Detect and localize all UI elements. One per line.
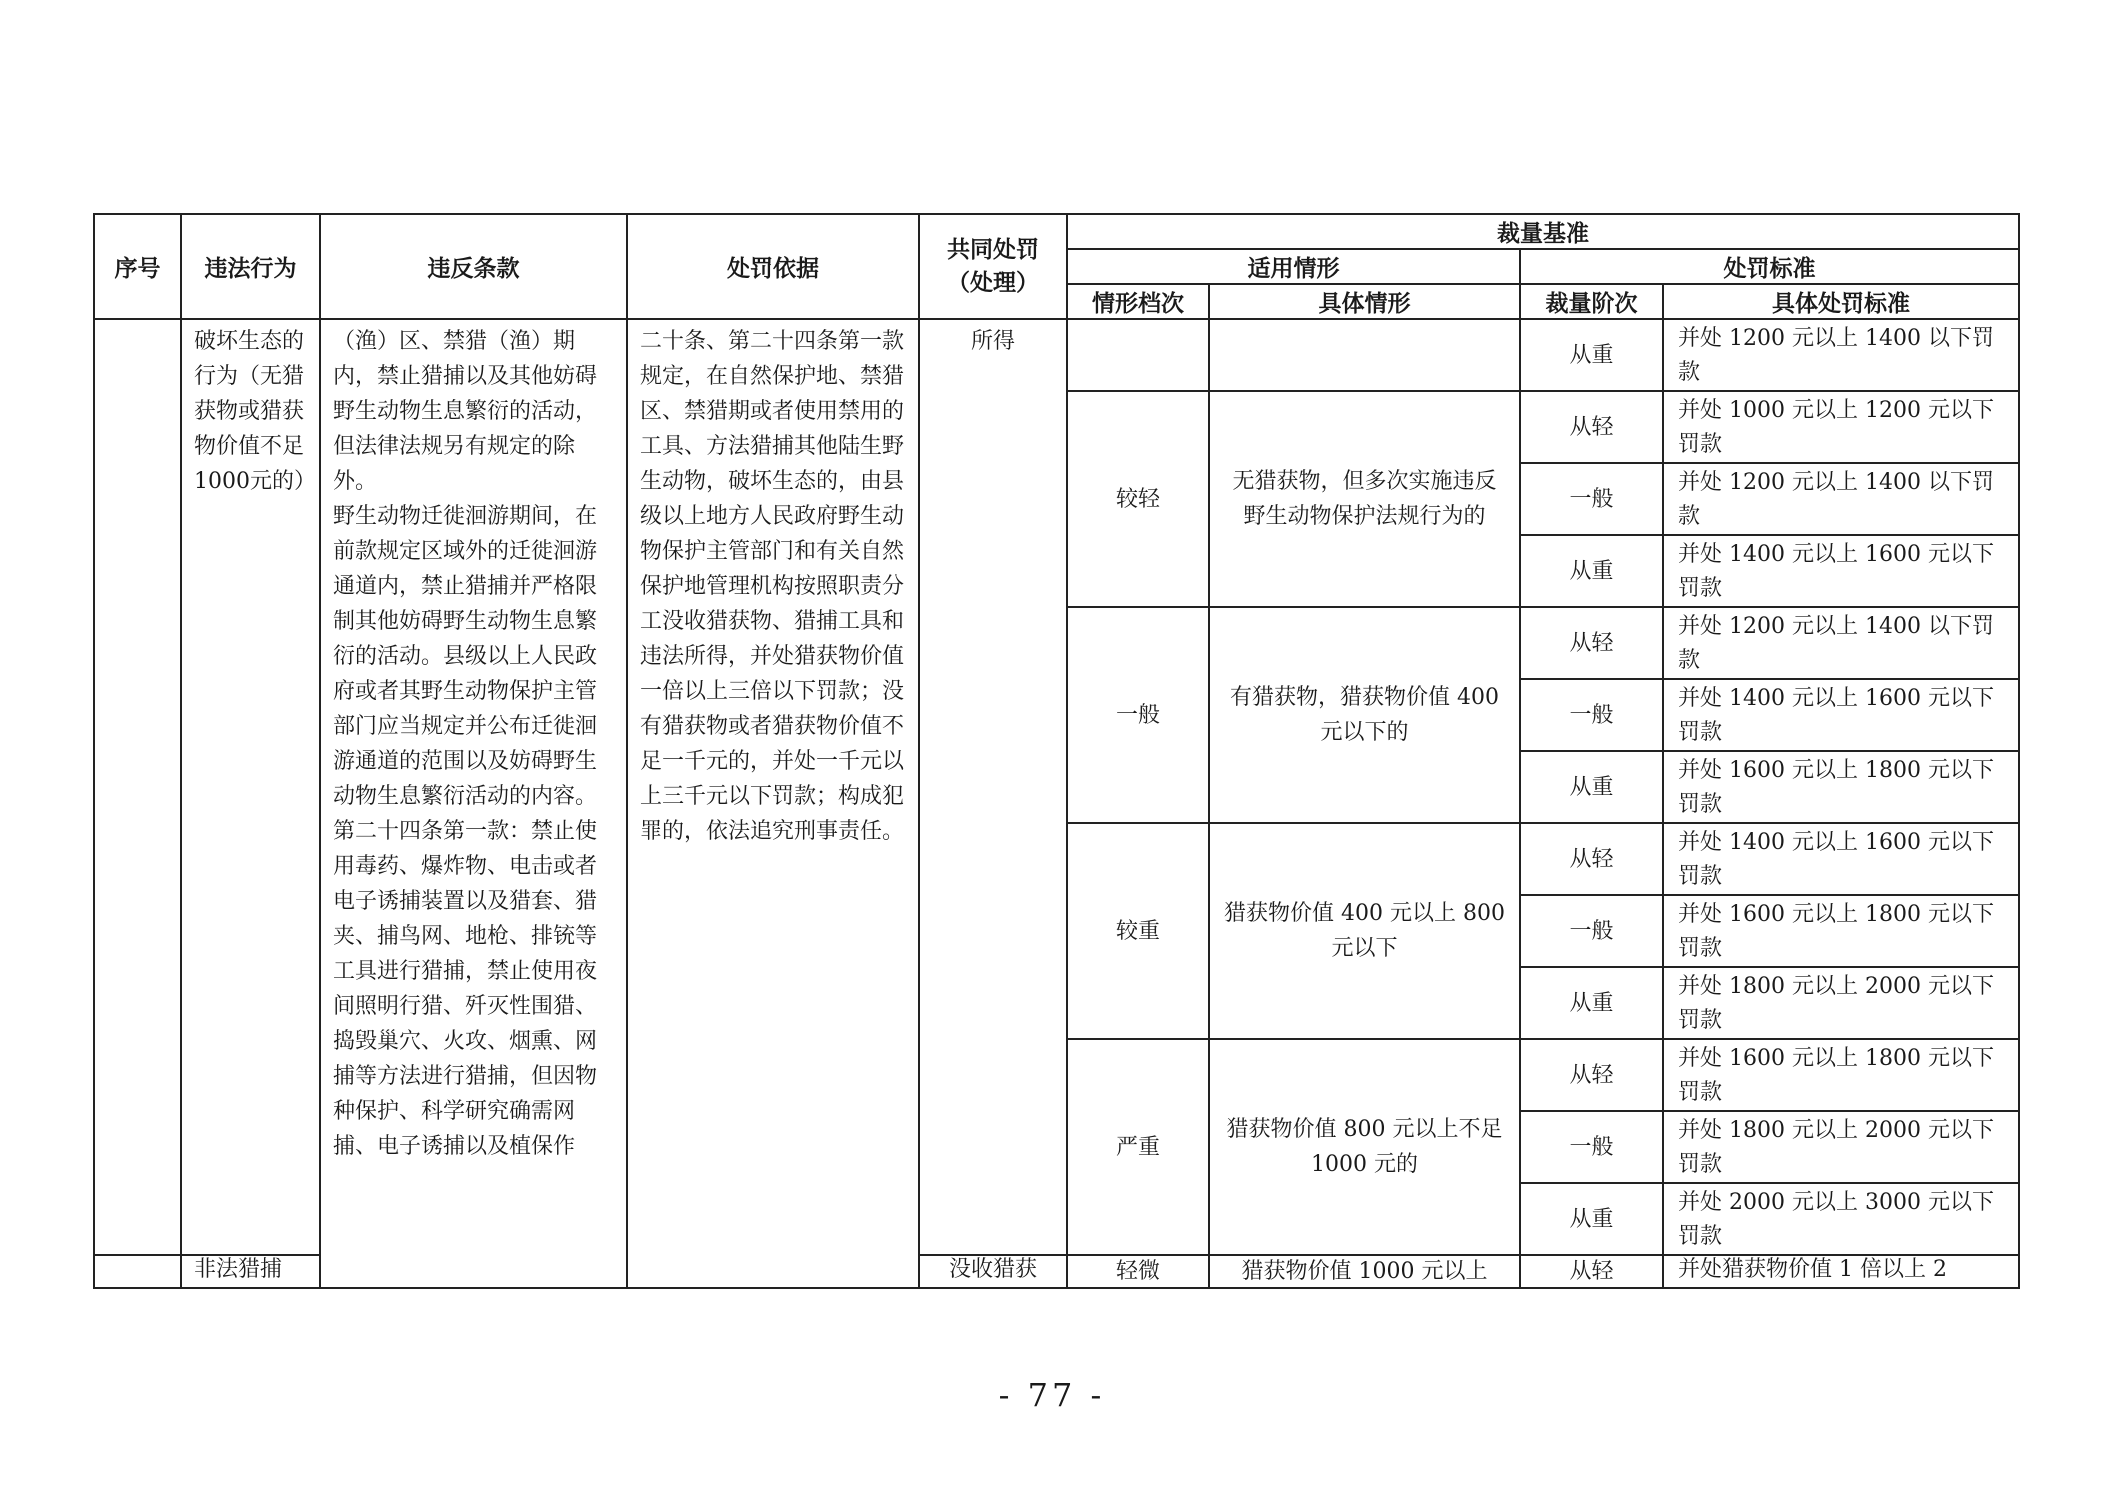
tier-cell: 从重 bbox=[1520, 751, 1663, 823]
tier-cell-last: 从轻 bbox=[1520, 1255, 1663, 1288]
standard-cell: 并处 1200 元以上 1400 以下罚款 bbox=[1663, 463, 2019, 535]
clause-text: （渔）区、禁猎（渔）期内，禁止猎捕以及其他妨碍野生动物生息繁衍的活动，但法律法规另有规定的除外。 野生动物迁徙洄游期间，在前款规定区域外的迁徙洄游通道内，禁止猎捕并严格限制其他妨碍野生动物生息繁衍的活动。县级以上人民政府或者其野生动物保护主管部门应当规定并公布迁徙洄游通道的范围以及妨碍野生动物生息繁衍活动的内容。 第二十四条第一款：禁止使用毒药、爆炸物、电击或者电子诱捕装置以及猎套、猎夹、捕鸟网、地枪、排铳等工具进行猎捕，禁止使用夜间照明行猎、歼灭性围猎、捣毁巢穴、火攻、烟熏、网捕等方法进行猎捕，但因物种保护、科学研究确需网捕、电子诱捕以及植保作 bbox=[333, 329, 598, 1159]
tier-cell: 从轻 bbox=[1520, 1039, 1663, 1111]
common-text: 所得 bbox=[970, 329, 1015, 354]
basis-text: 二十条、第二十四条第一款规定，在自然保护地、禁猎区、禁猎期或者使用禁用的工具、方法猎捕其他陆生野生动物，破坏生态的，由县级以上地方人民政府野生动物保护主管部门和有关自然保护地管理机构按照职责分工没收猎获物、猎捕工具和违法所得，并处猎获物价值一倍以上三倍以下罚款；没有猎获物或者猎获物价值不足一千元的，并处一千元以上三千元以下罚款；构成犯罪的，依法追究刑事责任。 bbox=[640, 329, 905, 844]
standard-cell: 并处 1600 元以上 1800 元以下罚款 bbox=[1663, 751, 2019, 823]
header-common: 共同处罚 （处理） bbox=[919, 214, 1067, 319]
penalty-benchmark-table bbox=[93, 213, 2020, 1289]
standard-cell: 并处 1200 元以上 1400 以下罚款 bbox=[1663, 319, 2019, 391]
standard-cell: 并处 2000 元以上 3000 元以下罚款 bbox=[1663, 1183, 2019, 1255]
situation-cell-last: 猎获物价值 1000 元以上 bbox=[1209, 1255, 1520, 1288]
situation-cell-empty bbox=[1209, 319, 1520, 391]
standard-cell: 并处 1400 元以上 1600 元以下罚款 bbox=[1663, 679, 2019, 751]
header-level: 情形档次 bbox=[1067, 284, 1209, 319]
penalty-table-container bbox=[93, 213, 2018, 1289]
tier-cell: 一般 bbox=[1520, 1111, 1663, 1183]
tier-cell: 从轻 bbox=[1520, 607, 1663, 679]
tier-cell: 从轻 bbox=[1520, 391, 1663, 463]
level-cell: 较轻 bbox=[1067, 391, 1209, 607]
situation-cell: 有猎获物，猎获物价值 400 元以下的 bbox=[1209, 607, 1520, 823]
level-cell-empty bbox=[1067, 319, 1209, 391]
standard-cell: 并处 1600 元以上 1800 元以下罚款 bbox=[1663, 895, 2019, 967]
standard-cell: 并处 1600 元以上 1800 元以下罚款 bbox=[1663, 1039, 2019, 1111]
act-cell-last: 非法猎捕 bbox=[181, 1255, 320, 1288]
tier-cell: 从重 bbox=[1520, 1183, 1663, 1255]
standard-cell: 并处 1800 元以上 2000 元以下罚款 bbox=[1663, 967, 2019, 1039]
tier-cell: 一般 bbox=[1520, 679, 1663, 751]
tier-cell: 从重 bbox=[1520, 319, 1663, 391]
standard-cell-last: 并处猎获物价值 1 倍以上 2 bbox=[1663, 1255, 2019, 1288]
header-standard: 处罚标准 bbox=[1520, 249, 2019, 284]
standard-cell: 并处 1800 元以上 2000 元以下罚款 bbox=[1663, 1111, 2019, 1183]
seq-cell-last bbox=[94, 1255, 181, 1288]
tier-cell: 从轻 bbox=[1520, 823, 1663, 895]
level-cell: 一般 bbox=[1067, 607, 1209, 823]
situation-cell: 无猎获物，但多次实施违反野生动物保护法规行为的 bbox=[1209, 391, 1520, 607]
standard-cell: 并处 1400 元以上 1600 元以下罚款 bbox=[1663, 823, 2019, 895]
standard-cell: 并处 1000 元以上 1200 元以下罚款 bbox=[1663, 391, 2019, 463]
header-seq: 序号 bbox=[94, 214, 181, 319]
common-cell bbox=[919, 319, 1067, 1255]
tier-cell: 从重 bbox=[1520, 967, 1663, 1039]
seq-cell bbox=[94, 319, 181, 1255]
act-cell bbox=[181, 319, 320, 1255]
header-benchmark: 裁量基准 bbox=[1067, 214, 2019, 249]
common-cell-last: 没收猎获 bbox=[919, 1255, 1067, 1288]
level-cell: 严重 bbox=[1067, 1039, 1209, 1255]
clause-cell bbox=[320, 319, 627, 1288]
header-situation: 具体情形 bbox=[1209, 284, 1520, 319]
header-detail: 具体处罚标准 bbox=[1663, 284, 2019, 319]
standard-cell: 并处 1200 元以上 1400 以下罚款 bbox=[1663, 607, 2019, 679]
level-cell: 较重 bbox=[1067, 823, 1209, 1039]
header-clause: 违反条款 bbox=[320, 214, 627, 319]
tier-cell: 一般 bbox=[1520, 463, 1663, 535]
page-number: - 77 - bbox=[998, 1376, 1106, 1414]
level-cell-last: 轻微 bbox=[1067, 1255, 1209, 1288]
header-act: 违法行为 bbox=[181, 214, 320, 319]
tier-cell: 一般 bbox=[1520, 895, 1663, 967]
header-basis: 处罚依据 bbox=[627, 214, 919, 319]
situation-cell: 猎获物价值 400 元以上 800 元以下 bbox=[1209, 823, 1520, 1039]
header-tier: 裁量阶次 bbox=[1520, 284, 1663, 319]
header-applicable: 适用情形 bbox=[1067, 249, 1520, 284]
act-text: 破坏生态的行为（无猎获物或猎获物价值不足1000元的） bbox=[194, 329, 316, 494]
situation-cell: 猎获物价值 800 元以上不足 1000 元的 bbox=[1209, 1039, 1520, 1255]
tier-cell: 从重 bbox=[1520, 535, 1663, 607]
basis-cell bbox=[627, 319, 919, 1288]
standard-cell: 并处 1400 元以上 1600 元以下罚款 bbox=[1663, 535, 2019, 607]
